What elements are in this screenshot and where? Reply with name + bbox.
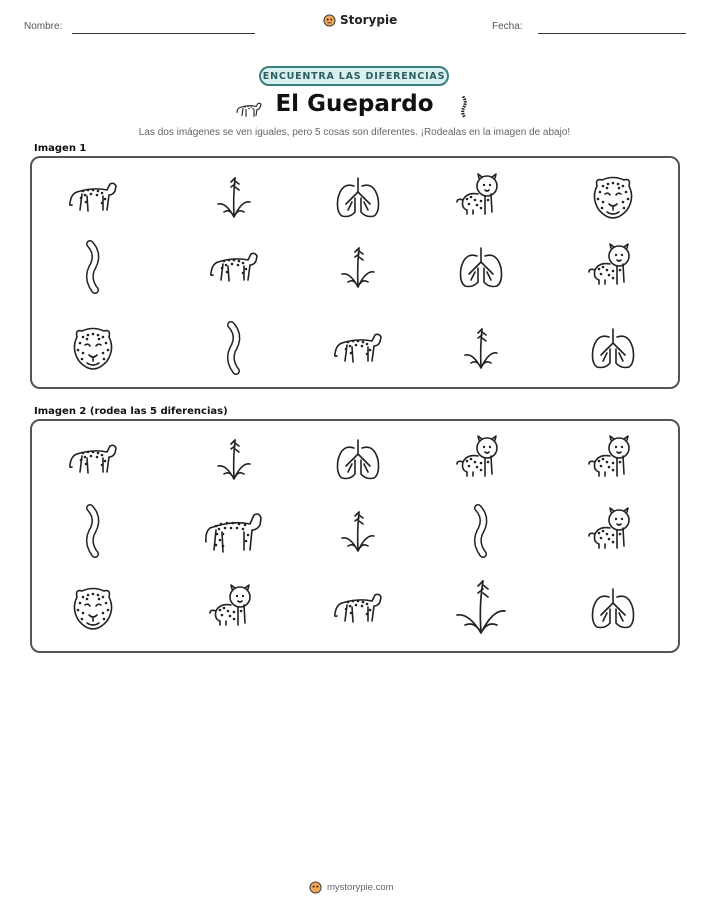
date-field[interactable] xyxy=(538,33,686,34)
spine-icon xyxy=(63,506,123,556)
image1-lungs-icon xyxy=(583,323,643,373)
image1-cheetah-cub-icon xyxy=(451,172,511,222)
image1-cheetah-standing-icon xyxy=(204,242,264,292)
name-label: Nombre: xyxy=(24,21,63,32)
cheetah-cub-icon xyxy=(204,583,264,633)
cheetah-cub-icon xyxy=(583,242,643,292)
spine-icon xyxy=(63,242,123,292)
cheetah-standing-large-icon xyxy=(204,506,264,556)
grass-plant-icon xyxy=(451,323,511,373)
cheetah-standing-icon xyxy=(63,434,123,484)
date-label: Fecha: xyxy=(492,21,523,32)
image2-grass-plant-large-icon[interactable] xyxy=(451,583,511,633)
image1-lungs-icon xyxy=(328,172,388,222)
grass-plant-icon xyxy=(328,242,388,292)
cheetah-cub-icon xyxy=(451,172,511,222)
cheetah-standing-icon xyxy=(328,323,388,373)
image2-spine-icon[interactable] xyxy=(451,506,511,556)
cheetah-face-icon xyxy=(583,172,643,222)
lungs-icon xyxy=(451,242,511,292)
image1-cheetah-face-icon xyxy=(583,172,643,222)
grass-plant-large-icon xyxy=(451,583,511,633)
image1-grass-plant-icon xyxy=(328,242,388,292)
brand-name: Storypie xyxy=(340,13,398,27)
cheetah-face-icon xyxy=(63,583,123,633)
image1-grass-plant-icon xyxy=(451,323,511,373)
grass-plant-icon xyxy=(328,506,388,556)
image2-grass-plant-icon[interactable] xyxy=(204,434,264,484)
cheetah-cub-icon xyxy=(583,506,643,556)
grass-plant-icon xyxy=(204,434,264,484)
image1-cheetah-standing-icon xyxy=(328,323,388,373)
grass-plant-icon xyxy=(204,172,264,222)
image2-lungs-icon[interactable] xyxy=(328,434,388,484)
cheetah-standing-icon xyxy=(204,242,264,292)
image2-cheetah-cub-icon[interactable] xyxy=(451,434,511,484)
image2-lungs-icon[interactable] xyxy=(583,583,643,633)
image2-spine-icon[interactable] xyxy=(63,506,123,556)
image2-cheetah-cub-icon[interactable] xyxy=(204,583,264,633)
lungs-icon xyxy=(328,172,388,222)
name-field[interactable] xyxy=(72,33,255,34)
cheetah-standing-icon xyxy=(328,583,388,633)
image2-cheetah-standing-large-icon[interactable] xyxy=(204,506,264,556)
image2-label: Imagen 2 (rodea las 5 diferencias) xyxy=(34,406,228,417)
image1-cheetah-standing-icon xyxy=(63,172,123,222)
image2-cheetah-face-icon[interactable] xyxy=(63,583,123,633)
image2-cheetah-cub-icon[interactable] xyxy=(583,506,643,556)
brand-logo xyxy=(323,13,397,27)
lungs-icon xyxy=(583,323,643,373)
image1-spine-icon xyxy=(204,323,264,373)
spine-icon xyxy=(451,506,511,556)
cheetah-cub-icon xyxy=(583,434,643,484)
image2-cheetah-cub-icon[interactable] xyxy=(583,434,643,484)
image1-cheetah-cub-icon xyxy=(583,242,643,292)
footer-url[interactable]: mystorypie.com xyxy=(327,882,394,893)
storypie-mascot-icon xyxy=(323,14,336,27)
lungs-icon xyxy=(583,583,643,633)
cheetah-cub-icon xyxy=(451,434,511,484)
spine-icon xyxy=(204,323,264,373)
image1-spine-icon xyxy=(63,242,123,292)
image1-lungs-icon xyxy=(451,242,511,292)
footer xyxy=(309,881,394,894)
image1-label: Imagen 1 xyxy=(34,143,87,154)
storypie-mascot-icon xyxy=(309,881,322,894)
cheetah-face-icon xyxy=(63,323,123,373)
image2-grass-plant-icon[interactable] xyxy=(328,506,388,556)
lungs-icon xyxy=(328,434,388,484)
image2-cheetah-standing-icon[interactable] xyxy=(63,434,123,484)
image2-cheetah-standing-icon[interactable] xyxy=(328,583,388,633)
instructions: Las dos imágenes se ven iguales, pero 5 cosas son diferentes. ¡Rodealas en la imagen de abajo! xyxy=(138,127,571,138)
activity-badge: ENCUENTRA LAS DIFERENCIAS xyxy=(259,66,449,86)
cheetah-standing-icon xyxy=(63,172,123,222)
image1-grass-plant-icon xyxy=(204,172,264,222)
image1-cheetah-face-icon xyxy=(63,323,123,373)
spine-decoration-icon xyxy=(450,90,480,124)
page-title: El Guepardo xyxy=(275,91,434,117)
